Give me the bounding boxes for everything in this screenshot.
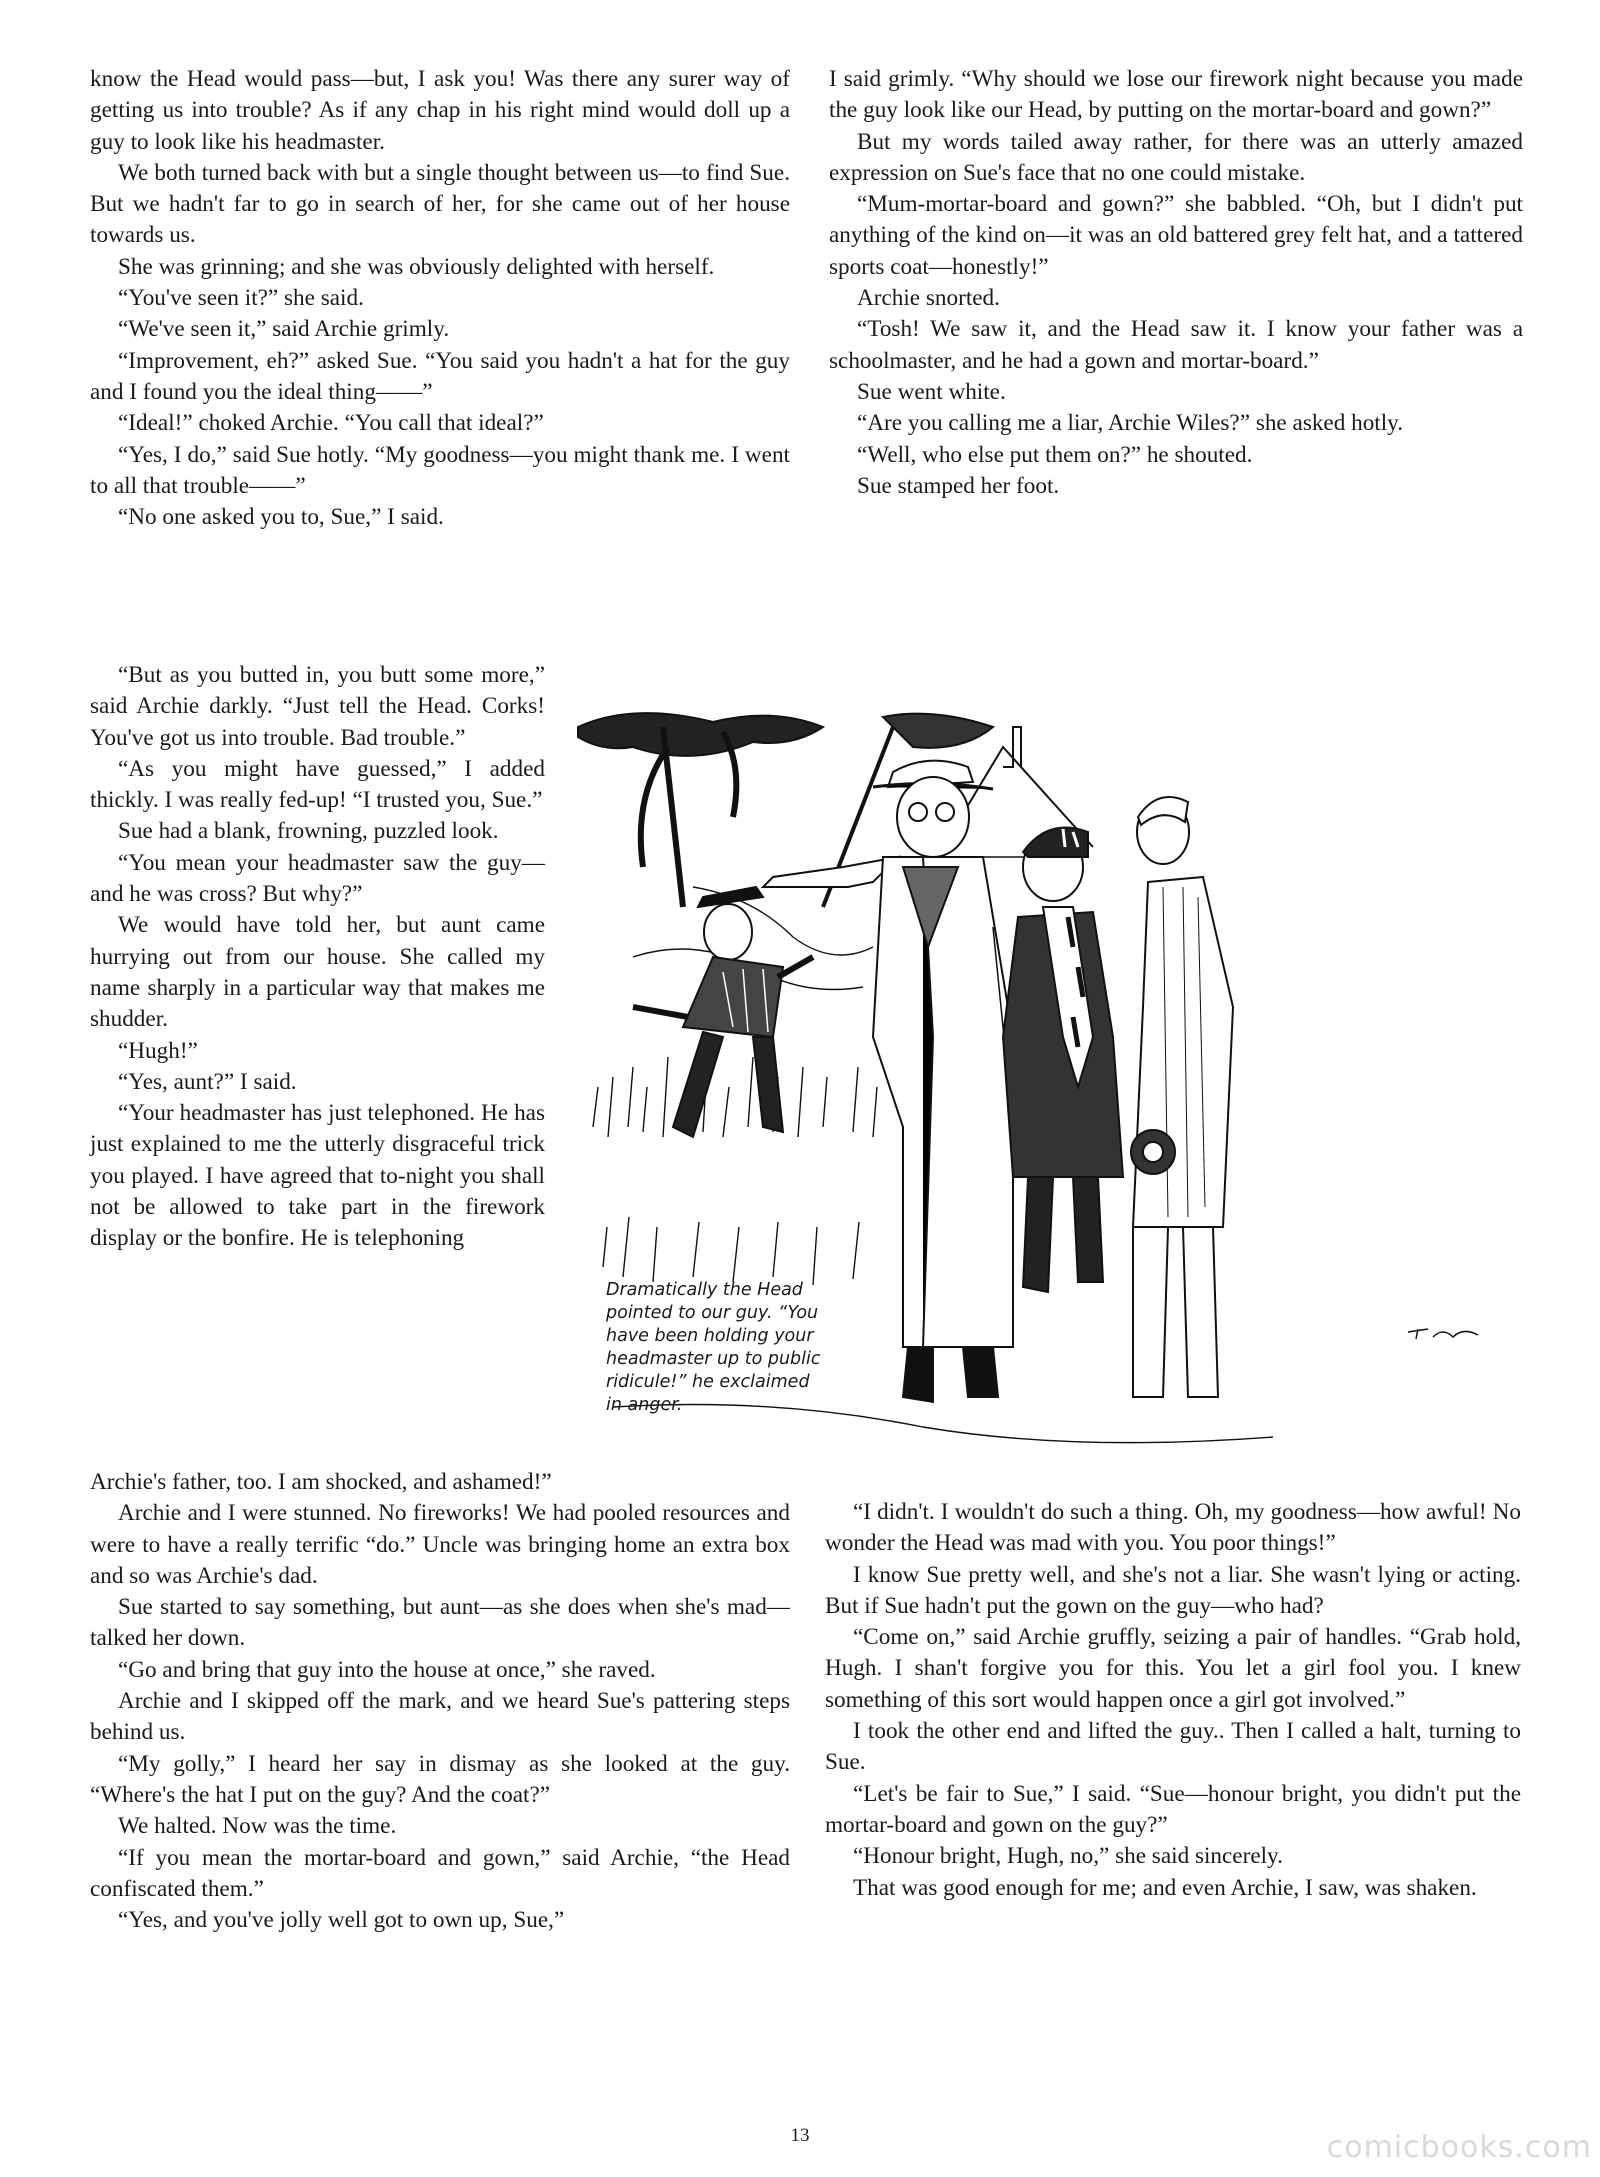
paragraph: “Yes, and you've jolly well got to own up, Sue,” [118,1907,565,1934]
paragraph: “Tosh! We saw it, and the Head saw it. I know your father was a schoolmaster, and he had a gown and mortar-board.” [829,316,1523,374]
text-column-left-mid [90,660,545,1255]
caption-line: Dramatically the Head [606,1280,803,1300]
paragraph: “Let's be fair to Sue,” I said. “Sue—honour bright, you didn't put the mortar-board and gown on the guy?” [825,1780,1521,1838]
paragraph: “Improvement, eh?” asked Sue. “You said you hadn't a hat for the guy and I found you the ideal thing——” [90,347,790,405]
paragraph: know the Head would pass—but, I ask you! Was there any surer way of getting us into trouble? As if any chap in his right mind would doll up a guy to look like his headmaster. [90,66,790,155]
paragraph: “Honour bright, Hugh, no,” she said sincerely. [853,1843,1283,1870]
paragraph: “We've seen it,” said Archie grimly. [118,316,450,343]
archie-figure [1131,797,1233,1397]
paragraph: Sue stamped her foot. [857,472,1060,499]
paragraph: “Are you calling me a liar, Archie Wiles?” she asked hotly. [857,410,1404,437]
paragraph: “Yes, aunt?” I said. [118,1068,297,1095]
artist-signature [1408,1329,1478,1339]
text-column-left-bottom [90,1467,790,1936]
paragraph: “You mean your headmaster saw the guy—and he was cross? But why?” [90,849,545,908]
illustration-caption [606,1279,906,1417]
paragraph: Archie and I were stunned. No fireworks! We had pooled resources and were to have a really terrific “do.” Uncle was bringing home an extra box and so was Archie's dad. [90,1500,790,1589]
text-column-left-top [90,64,790,533]
paragraph: That was good enough for me; and even Archie, I saw, was shaken. [853,1874,1477,1901]
paragraph: “But as you butted in, you butt some more,” said Archie darkly. “Just tell the Head. Corks! You've got us into trouble. Bad trouble.” [90,662,545,751]
caption-line: have been holding your [606,1326,814,1346]
paragraph: Sue went white. [857,378,1006,405]
watermark: comicbooks.com [1326,2130,1592,2165]
hugh-figure [1003,828,1123,1293]
paragraph: We would have told her, but aunt came hurrying out from our house. She called my name sharply in a particular way that makes me shudder. [90,912,545,1033]
caption-line: pointed to our guy. “You [606,1303,819,1323]
paragraph: “I didn't. I wouldn't do such a thing. Oh, my goodness—how awful! No wonder the Head was mad with you. You poor things!” [825,1499,1521,1557]
page-number: 13 [790,2125,810,2146]
paragraph: Sue had a blank, frowning, puzzled look. [118,818,499,845]
text-column-right-bottom [825,1497,1521,1904]
paragraph: “Go and bring that guy into the house at once,” she raved. [118,1656,656,1683]
paragraph: But my words tailed away rather, for there was an utterly amazed expression on Sue's face that no one could mistake. [829,128,1523,186]
paragraph: “Ideal!” choked Archie. “You call that ideal?” [118,410,544,437]
paragraph: “Come on,” said Archie gruffly, seizing a pair of handles. “Grab hold, Hugh. I shan't forgive you for this. You let a girl fool you. I knew something of this sort would happen once a girl got involved.” [825,1624,1521,1713]
paragraph: “No one asked you to, Sue,” I said. [118,504,444,531]
paragraph: “Yes, I do,” said Sue hotly. “My goodness—you might thank me. I went to all that trouble——” [90,441,790,499]
paragraph: “Mum-mortar-board and gown?” she babbled. “Oh, but I didn't put anything of the kind on—it was an old battered grey felt hat, and a tattered sports coat—honestly!” [829,191,1523,280]
caption-line: headmaster up to public [606,1349,821,1369]
paragraph: “Well, who else put them on?” he shouted. [857,441,1253,468]
paragraph: She was grinning; and she was obviously delighted with herself. [118,253,715,280]
paragraph: We both turned back with but a single thought between us—to find Sue. But we hadn't far to go in search of her, for she came out of her house towards us. [90,159,790,249]
caption-line: in anger. [606,1395,683,1415]
paragraph: “Hugh!” [118,1037,198,1064]
paragraph: “Your headmaster has just telephoned. He has just explained to me the utterly disgraceful trick you played. I have agreed that to-night you shall not be allowed to take part in the firework display or the bonfire. He is telephoning [90,1100,545,1252]
paragraph: “You've seen it?” she said. [118,285,364,312]
caption-line: ridicule!” he exclaimed [606,1372,810,1392]
text-column-right-top [829,64,1523,502]
paragraph: “If you mean the mortar-board and gown,” said Archie, “the Head confiscated them.” [90,1844,790,1902]
paragraph: I said grimly. “Why should we lose our firework night because you made the guy look like our Head, by putting on the mortar-board and gown?” [829,66,1523,124]
paragraph: Archie snorted. [857,285,1000,312]
paragraph: Sue started to say something, but aunt—as she does when she's mad—talked her down. [90,1594,790,1652]
paragraph: We halted. Now was the time. [118,1813,397,1840]
paragraph: I took the other end and lifted the guy.. Then I called a halt, turning to Sue. [825,1718,1521,1776]
paragraph: Archie and I skipped off the mark, and we heard Sue's pattering steps behind us. [90,1688,790,1746]
paragraph: Archie's father, too. I am shocked, and ashamed!” [90,1469,552,1495]
paragraph: I know Sue pretty well, and she's not a liar. She wasn't lying or acting. But if Sue hadn't put the gown on the guy—who had? [825,1561,1521,1619]
guy-figure [633,887,813,1137]
paragraph: “My golly,” I heard her say in dismay as she looked at the guy. “Where's the hat I put on the guy? And the coat?” [90,1750,790,1808]
paragraph: “As you might have guessed,” I added thickly. I was really fed-up! “I trusted you, Sue.” [90,755,545,814]
